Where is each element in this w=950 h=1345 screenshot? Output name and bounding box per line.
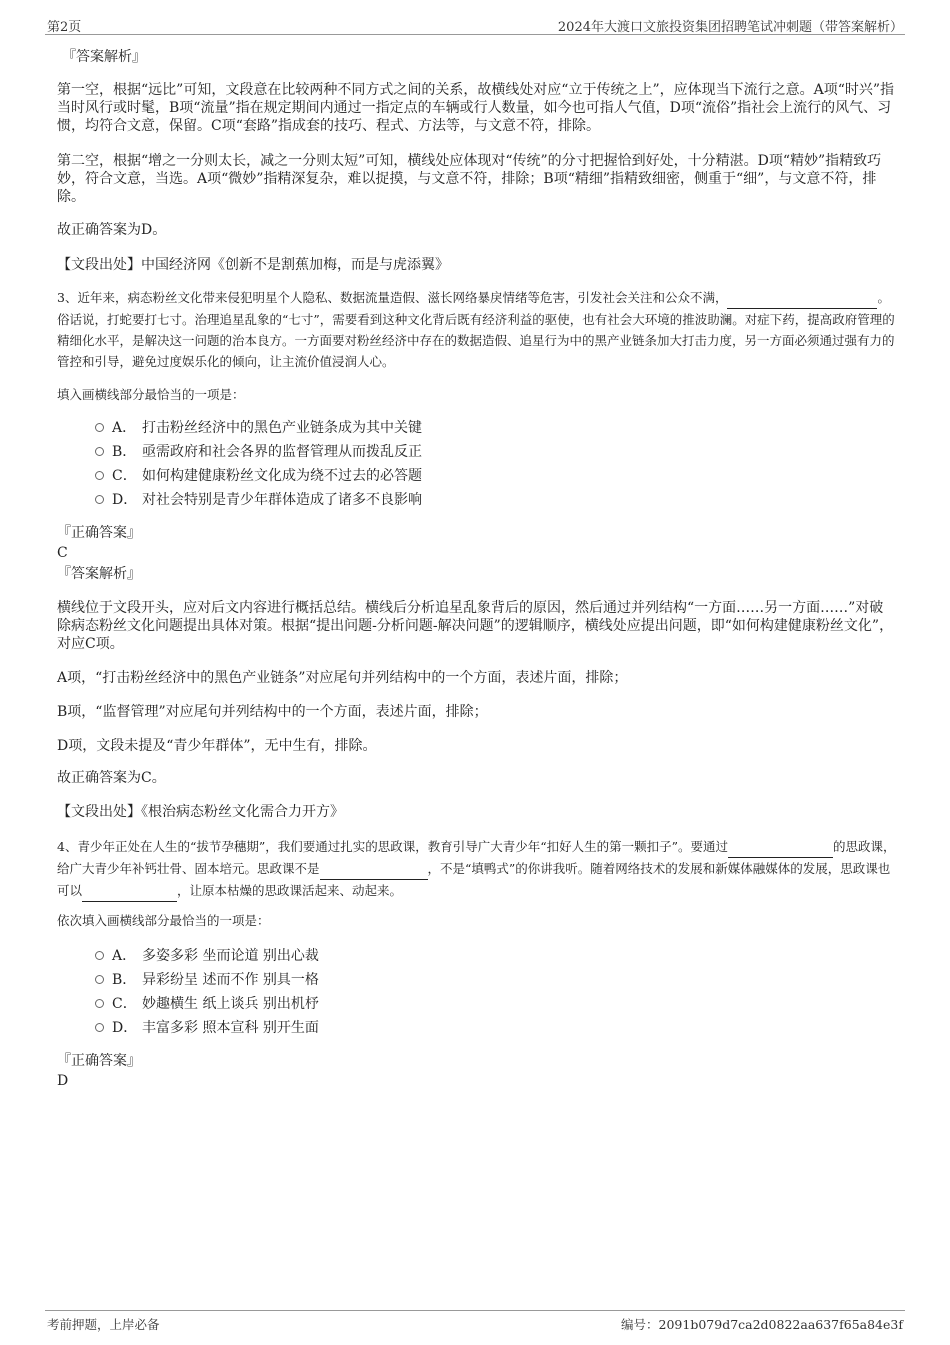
- q4-stem-4: ，让原本枯燥的思政课活起来、动起来。: [177, 883, 403, 898]
- q4-option-d[interactable]: D． 丰富多彩 照本宣科 别开生面: [95, 1016, 319, 1040]
- q3-stem-a: 3、近年来，病态粉丝文化带来侵犯明星个人隐私、数据流量造假、滋长网络暴戾情绪等危害，引发社会关注和公众不满，: [57, 290, 728, 305]
- q4-options: [95, 944, 319, 1040]
- q3-option-a[interactable]: A． 打击粉丝经济中的黑色产业链条成为其中关键: [95, 416, 422, 440]
- q3-stem-b: 。俗话说，打蛇要打七寸。治理追星乱象的“七寸”，需要看到这种文化背后既有经济利益的驱使，也有社会大环境的推波助澜。对症下药，提高政府管理的精细化水平，是解决这一问题的治本良方。一方面要对粉丝经济中存在的数据造假、追星行为中的黑产业链条加大打击力度，另一方面必须通过强有力的管控和引导，避免过度娱乐化的倾向，让主流价值浸润人心。: [57, 290, 895, 369]
- q4-blank-3: [82, 880, 177, 902]
- q4-option-a[interactable]: A． 多姿多彩 坐而论道 别出心裁: [95, 944, 319, 968]
- q4-stem-1: 4、青少年正处在人生的“拔节孕穗期”，我们要通过扎实的思政课，教育引导广大青少年“扣好人生的第一颗扣子”。要通过: [57, 839, 729, 854]
- radio-icon[interactable]: [95, 975, 104, 984]
- radio-icon[interactable]: [95, 447, 104, 456]
- q3-analysis-p3: B项，“监督管理”对应尾句并列结构中的一个方面，表述片面，排除；: [57, 704, 488, 720]
- q4-stem: [57, 836, 902, 902]
- q3-prompt: 填入画横线部分最恰当的一项是：: [57, 387, 245, 402]
- q2-analysis-p1: 第一空，根据“远比”可知，文段意在比较两种不同方式之间的关系，故横线处对应“立于传统之上”，应体现当下流行之意。A项“时兴”指当时风行或时髦，B项“流量”指在规定期间内通过一指定点的车辆或行人数量，如今也可指人气值，D项“流俗”指社会上流行的风气、习惯，均符合文意，保留。C项“套路”指成套的技巧、程式、方法等，与文意不符，排除。: [57, 82, 895, 134]
- q4-blank-2: [320, 858, 428, 880]
- q3-conclusion: 故正确答案为C。: [57, 770, 166, 786]
- radio-icon[interactable]: [95, 423, 104, 432]
- q3-analysis-label: 『答案解析』: [57, 566, 141, 582]
- q2-conclusion: 故正确答案为D。: [57, 222, 167, 238]
- q3-blank: [727, 287, 877, 309]
- q3-answer: C: [57, 545, 68, 561]
- page-number: 第2页: [47, 20, 82, 35]
- q3-option-b[interactable]: B． 亟需政府和社会各界的监督管理从而拨乱反正: [95, 440, 422, 464]
- page-footer: [45, 1310, 905, 1333]
- q4-option-b[interactable]: B． 异彩纷呈 述而不作 别具一格: [95, 968, 319, 992]
- q3-option-d[interactable]: D． 对社会特别是青少年群体造成了诸多不良影响: [95, 488, 422, 512]
- q3-option-c[interactable]: C． 如何构建健康粉丝文化成为绕不过去的必答题: [95, 464, 422, 488]
- q4-option-c[interactable]: C． 妙趣横生 纸上谈兵 别出机杼: [95, 992, 319, 1016]
- q4-answer: D: [57, 1073, 69, 1089]
- document-code: 编号：2091b079d7ca2d0822aa637f65a84e3f: [621, 1317, 903, 1332]
- radio-icon[interactable]: [95, 999, 104, 1008]
- q3-source: 【文段出处】《根治病态粉丝文化需合力开方》: [57, 804, 344, 820]
- radio-icon[interactable]: [95, 495, 104, 504]
- q4-stem-3: ，不是“填鸭式”的你讲我听。随着网络技术的发展和新媒体融媒体的发展，思政课也可以: [57, 861, 891, 898]
- q4-prompt: 依次填入画横线部分最恰当的一项是：: [57, 913, 270, 928]
- q3-analysis-p2: A项，“打击粉丝经济中的黑色产业链条”对应尾句并列结构中的一个方面，表述片面，排除；: [57, 670, 628, 686]
- radio-icon[interactable]: [95, 1023, 104, 1032]
- q2-source: 【文段出处】中国经济网《创新不是割蕉加梅，而是与虎添翼》: [57, 257, 449, 273]
- q3-analysis-p1: 横线位于文段开头，应对后文内容进行概括总结。横线后分析追星乱象背后的原因，然后通过并列结构“一方面……另一方面……”对破除病态粉丝文化问题提出具体对策。根据“提出问题-分析问题-解决问题”的逻辑顺序，横线处应提出问题，即“如何构建健康粉丝文化”，对应C项。: [57, 600, 894, 652]
- q3-answer-label: 『正确答案』: [57, 525, 141, 541]
- q4-stem-2: 的思政课，给广大青少年补钙壮骨、固本培元。思政课不是: [57, 839, 896, 876]
- q2-analysis-label: 『答案解析』: [62, 49, 146, 65]
- radio-icon[interactable]: [95, 471, 104, 480]
- q3-stem: [57, 287, 902, 372]
- q2-analysis-p2: 第二空，根据“增之一分则太长，减之一分则太短”可知，横线处应体现对“传统”的分寸把握恰到好处，十分精湛。D项“精妙”指精致巧妙，符合文意，当选。A项“微妙”指精深复杂，难以捉摸，与文意不符，排除；B项“精细”指精致细密，侧重于“细”，与文意不符，排除。: [57, 153, 882, 205]
- footer-slogan: 考前押题，上岸必备: [47, 1317, 160, 1332]
- q4-answer-label: 『正确答案』: [57, 1053, 141, 1069]
- radio-icon[interactable]: [95, 951, 104, 960]
- q4-blank-1: [728, 836, 833, 858]
- document-title: 2024年大渡口文旅投资集团招聘笔试冲刺题（带答案解析）: [557, 20, 903, 35]
- q3-analysis-p4: D项，文段未提及“青少年群体”，无中生有，排除。: [57, 738, 377, 754]
- page-header: [45, 14, 905, 35]
- q3-options: [95, 416, 422, 512]
